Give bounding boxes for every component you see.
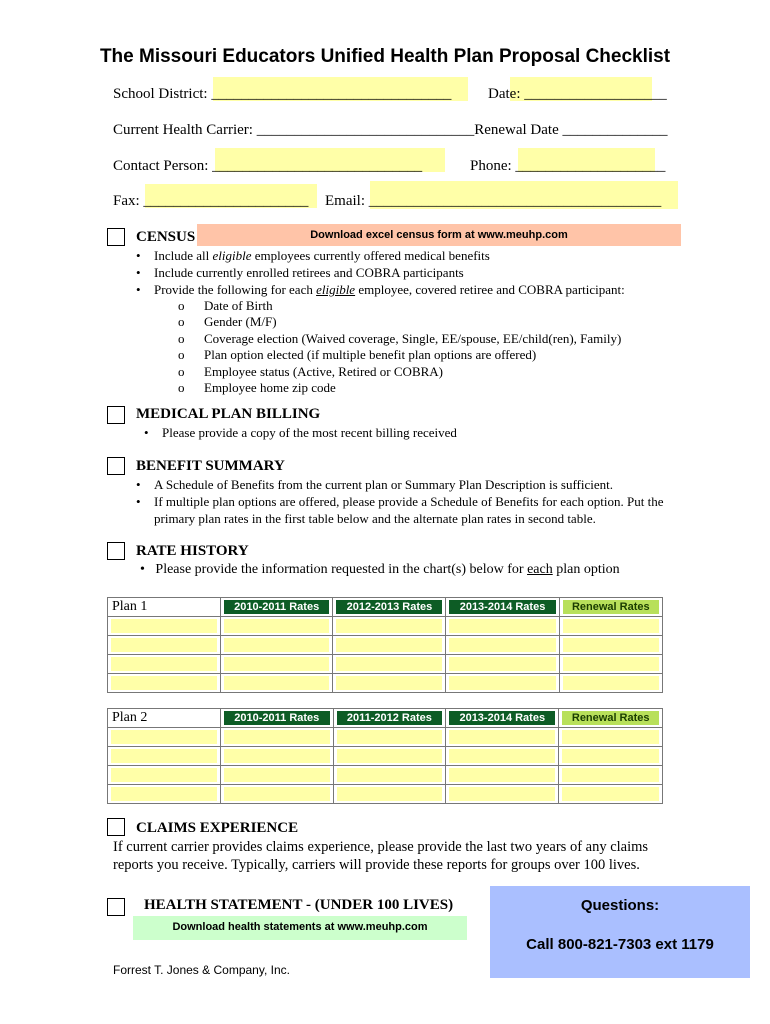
plan1-header-renewal: Renewal Rates (563, 600, 659, 614)
table-row (108, 785, 663, 804)
rate-cell[interactable] (559, 617, 662, 636)
health-heading: HEALTH STATEMENT - (UNDER 100 LIVES) (144, 897, 454, 913)
plan1-header-cell (446, 598, 559, 617)
rate-cell[interactable] (221, 766, 334, 785)
plan2-header-cell (333, 709, 446, 728)
plan2-header-3: 2013-2014 Rates (449, 711, 555, 725)
claims-text: If current carrier provides claims experience, please provide the last two years of any claims reports you receive. Typically, carriers will provide these reports for groups over 100 lives. (113, 839, 649, 873)
plan2-header-cell (446, 709, 559, 728)
fax-label: Fax: ______________________ (113, 193, 309, 209)
rate-cell[interactable] (221, 655, 333, 674)
rate-cell[interactable] (446, 747, 559, 766)
plan1-header-cell (559, 598, 662, 617)
rate-cell[interactable] (559, 674, 662, 693)
census-download-banner[interactable]: Download excel census form at www.meuhp.com (197, 224, 681, 246)
benefit-checkbox[interactable] (107, 457, 125, 475)
rate-cell[interactable] (559, 636, 662, 655)
rate-cell[interactable] (108, 617, 221, 636)
rate-cell[interactable] (333, 728, 446, 747)
plan2-header-2: 2011-2012 Rates (337, 711, 443, 725)
rate-cell[interactable] (559, 728, 663, 747)
plan2-rate-table (107, 708, 663, 804)
table-row (108, 728, 663, 747)
census-sub-item: o Employee status (Active, Retired or COBRA) (176, 364, 692, 380)
rate-cell[interactable] (559, 747, 663, 766)
table-row (108, 636, 663, 655)
census-sub-item: o Employee home zip code (176, 380, 692, 396)
plan1-header-3: 2013-2014 Rates (449, 600, 555, 614)
table-row (108, 747, 663, 766)
census-heading: CENSUS (136, 229, 196, 245)
benefit-bullet-multiple: • If multiple plan options are offered, please provide a Schedule of Benefits for each option. Put the primary plan rates in the first table below and the alternate plan rates in second table. (132, 493, 687, 527)
rate-cell[interactable] (446, 728, 559, 747)
rate-cell[interactable] (333, 617, 446, 636)
rate-cell[interactable] (446, 674, 559, 693)
email-label: Email: _______________________________________ (325, 193, 662, 209)
plan1-label: Plan 1 (108, 598, 221, 617)
rate-cell[interactable] (108, 728, 221, 747)
plan2-header-1: 2010-2011 Rates (224, 711, 330, 725)
billing-bullet: • Please provide a copy of the most recent billing received (140, 424, 700, 441)
rate-cell[interactable] (333, 766, 446, 785)
rate-cell[interactable] (446, 766, 559, 785)
rate-cell[interactable] (446, 617, 559, 636)
rate-cell[interactable] (108, 636, 221, 655)
rate-cell[interactable] (221, 636, 333, 655)
plan2-header-renewal: Renewal Rates (562, 711, 659, 725)
rate-cell[interactable] (333, 674, 446, 693)
claims-checkbox[interactable] (107, 818, 125, 836)
benefit-heading: BENEFIT SUMMARY (136, 458, 285, 474)
claims-heading: CLAIMS EXPERIENCE (136, 820, 299, 836)
billing-heading: MEDICAL PLAN BILLING (136, 406, 321, 422)
census-sub-item: o Gender (M/F) (176, 314, 692, 330)
date-label: Date: ___________________ (488, 86, 667, 102)
rate-cell[interactable] (446, 636, 559, 655)
rate-cell[interactable] (446, 785, 559, 804)
billing-list (140, 424, 700, 441)
plan1-rate-table (107, 597, 663, 693)
questions-phone: Call 800-821-7303 ext 1179 (526, 936, 714, 953)
plan1-header-cell (221, 598, 333, 617)
census-sub-item: o Plan option elected (if multiple benefit plan options are offered) (176, 347, 692, 363)
census-bullet-eligible: • Include all eligible employees currently offered medical benefits (132, 247, 692, 264)
rate-cell[interactable] (333, 636, 446, 655)
table-row (108, 674, 663, 693)
benefit-list (132, 476, 687, 527)
rate-cell[interactable] (333, 747, 446, 766)
health-download-banner[interactable]: Download health statements at www.meuhp.com (133, 916, 467, 940)
benefit-bullet-schedule: • A Schedule of Benefits from the current plan or Summary Plan Description is sufficient. (132, 476, 687, 493)
rate-cell[interactable] (333, 785, 446, 804)
rate-history-instruction: • Please provide the information requested in the chart(s) below for each plan option (140, 562, 620, 577)
rate-cell[interactable] (446, 655, 559, 674)
plan1-header-cell (333, 598, 446, 617)
phone-label: Phone: ____________________ (470, 158, 666, 174)
billing-checkbox[interactable] (107, 406, 125, 424)
page-title: The Missouri Educators Unified Health Plan Proposal Checklist (99, 46, 671, 67)
rate-cell[interactable] (108, 674, 221, 693)
rate-cell[interactable] (559, 785, 663, 804)
rate-cell[interactable] (221, 728, 334, 747)
census-sub-item: o Coverage election (Waived coverage, Single, EE/spouse, EE/child(ren), Family) (176, 331, 692, 347)
census-sub-item: o Date of Birth (176, 298, 692, 314)
census-list (132, 247, 692, 396)
rate-history-checkbox[interactable] (107, 542, 125, 560)
table-row (108, 766, 663, 785)
current-carrier-label: Current Health Carrier: _____________________________Renewal Date ______________ (113, 122, 668, 138)
plan2-label: Plan 2 (108, 709, 221, 728)
rate-cell[interactable] (108, 747, 221, 766)
rate-cell[interactable] (221, 747, 334, 766)
health-checkbox[interactable] (107, 898, 125, 916)
table-row (108, 617, 663, 636)
rate-cell[interactable] (108, 785, 221, 804)
census-bullet-provide: • Provide the following for each eligible employee, covered retiree and COBRA participant: (132, 281, 692, 298)
plan1-header-2: 2012-2013 Rates (336, 600, 442, 614)
rate-cell[interactable] (559, 766, 663, 785)
rate-cell[interactable] (108, 766, 221, 785)
rate-cell[interactable] (221, 785, 334, 804)
plan1-header-1: 2010-2011 Rates (224, 600, 329, 614)
rate-cell[interactable] (333, 655, 446, 674)
footer-company: Forrest T. Jones & Company, Inc. (113, 963, 290, 977)
plan2-header-cell (559, 709, 663, 728)
census-bullet-retirees: • Include currently enrolled retirees and COBRA participants (132, 264, 692, 281)
census-checkbox[interactable] (107, 228, 125, 246)
questions-box (490, 886, 750, 978)
plan2-header-cell (221, 709, 334, 728)
contact-person-label: Contact Person: ____________________________ (113, 158, 423, 174)
rate-history-heading: RATE HISTORY (136, 543, 249, 559)
rate-cell[interactable] (221, 617, 333, 636)
table-row (108, 655, 663, 674)
rate-cell[interactable] (108, 655, 221, 674)
rate-cell[interactable] (221, 674, 333, 693)
questions-title: Questions: (580, 897, 660, 914)
school-district-label: School District: ________________________________ (113, 86, 452, 102)
rate-cell[interactable] (559, 655, 662, 674)
